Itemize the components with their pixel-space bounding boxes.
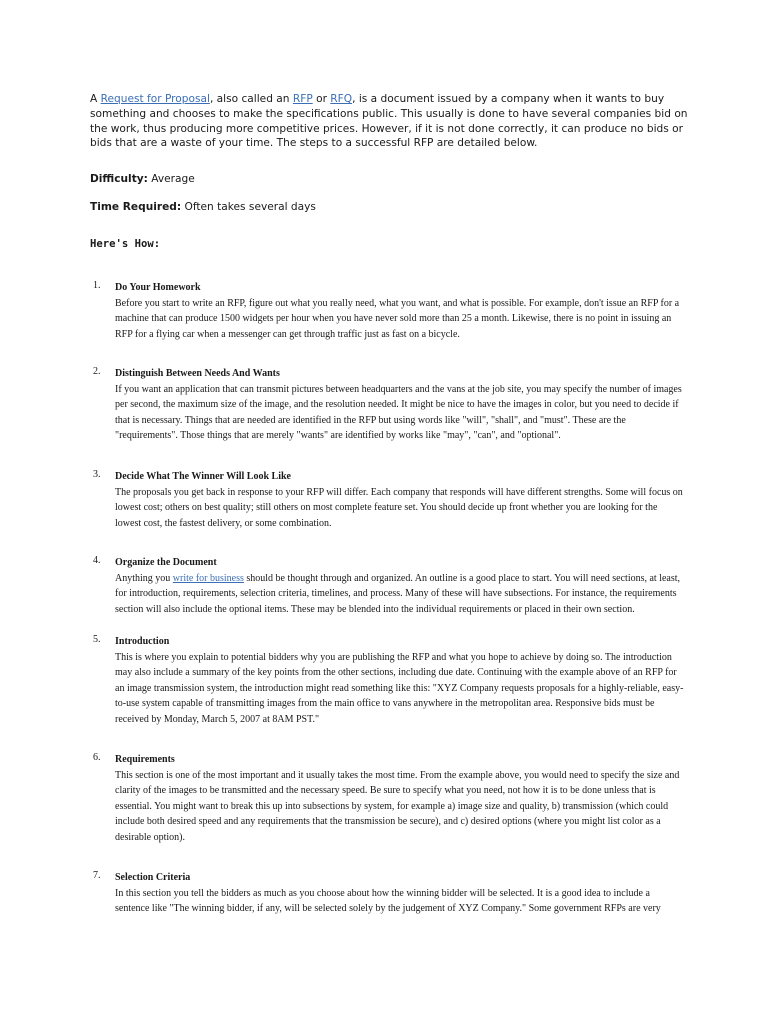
heres-how-heading: Here's How: [90,238,161,250]
difficulty-label: Difficulty: [90,173,148,185]
step-text: The proposals you get back in response to your RFP will differ. Each company that responds will have different strengths. Some will focus on lowest cost; others on best quality; still others on most complete feature set. You should decide up front whether you are looking for the lowest cost, the fastest delivery, or some combination. [115,486,683,529]
step-title: Organize the Document [115,557,217,568]
step-number: 5. [93,634,101,645]
write-for-business-link[interactable]: write for business [172,572,244,584]
intro-rest: , is a document issued by a company when it wants to buy something and chooses to make the specifications public. This usually is done to have several companies bid on the work, thus producing more competitive prices. However, if it is not done correctly, it can produce no bids or bids that are a waste of your time. The steps to a successful RFP are detailed below. [90,93,688,150]
step-number: 4. [93,555,101,566]
time-required-label: Time Required: [90,201,182,213]
step-number: 1. [93,280,101,291]
step-text: This section is one of the most important and it usually takes the most time. From the example above, you would need to specify the size and clarity of the images to be transmitted and the necessary speed. Be sure to specify what you need, not how it is to be done unless that is essential. You might want to break this up into subsections by system, for example a) image size and quality, b) transmission (which could include both desired speed and any requirements that the transmission be secure), and c) desired options (where you might list color as a desirable option). [115,769,680,843]
step-number: 3. [93,469,101,480]
intro-mid1: , also called an [209,93,293,105]
intro-prefix: A [90,93,101,105]
step-number: 7. [93,870,101,881]
step-text: This is where you explain to potential bidders why you are publishing the RFP and what you hope to achieve by doing so. The introduction may also include a summary of the key points from the other sections, including due date. Continuing with the example above of an RFP for an image transmission system, the introduction might read something like this: "XYZ Company requests proposals for a highly-reliable, easy-to-use system capable of transmitting images from the main office to vans anywhere in the metropolitan area. Responsive bids must be received by Monday, March 5, 2007 at 8AM PST." [115,651,684,725]
request-for-proposal-link[interactable]: Request for Proposal [100,93,210,105]
rfq-link[interactable]: RFQ [330,93,353,105]
time-required-value: Often takes several days [181,201,316,213]
step-number: 6. [93,752,101,763]
step-title: Distinguish Between Needs And Wants [115,368,280,379]
step-title: Selection Criteria [115,872,191,883]
step-number: 2. [93,366,101,377]
step-text: Before you start to write an RFP, figure out what you really need, what you want, and what is possible. For example, don't issue an RFP for a machine that can produce 1500 widgets per hour when you have never sold more than 25 a month. Likewise, there is no point in issuing an RFP for a flying car when a messenger can get through traffic just as fast on a bicycle. [115,297,680,340]
difficulty-value: Average [147,173,195,185]
intro-mid2: or [312,93,331,105]
step-text: If you want an application that can transmit pictures between headquarters and the vans at the job site, you may specify the number of images per second, the maximum size of the image, and the resolution needed. It might be nice to have the images in color, but you need to decide if that is necessary. Things that are needed are identified in the RFP but using words like "will", "shall", and "must". These are the "requirements". Those things that are merely "wants" are identified by works like "may", "can", and "optional". [115,383,682,442]
step-title: Do Your Homework [115,282,201,293]
rfp-link[interactable]: RFP [292,93,313,105]
step-text: In this section you tell the bidders as much as you choose about how the winning bidder will be selected. It is a good idea to include a sentence like "The winning bidder, if any, will be selected solely by the judgement of XYZ Company." Some government RFPs are very [115,887,661,915]
step-text [115,571,685,618]
difficulty-line [90,173,690,185]
step-text-before: Anything you [115,572,173,584]
step-title: Decide What The Winner Will Look Like [115,471,291,482]
step-title: Introduction [115,636,170,647]
intro-paragraph [90,92,690,151]
step-text-after: should be thought through and organized. An outline is a good place to start. You will need sections, at least, for introduction, requirements, selection criteria, timelines, and process. Many of these will have subsections. For instance, the requirements section will also include the optional items. These may be blended into the individual requirements or placed in their own section. [115,572,681,615]
time-required-line [90,201,690,213]
step-title: Requirements [115,754,175,765]
